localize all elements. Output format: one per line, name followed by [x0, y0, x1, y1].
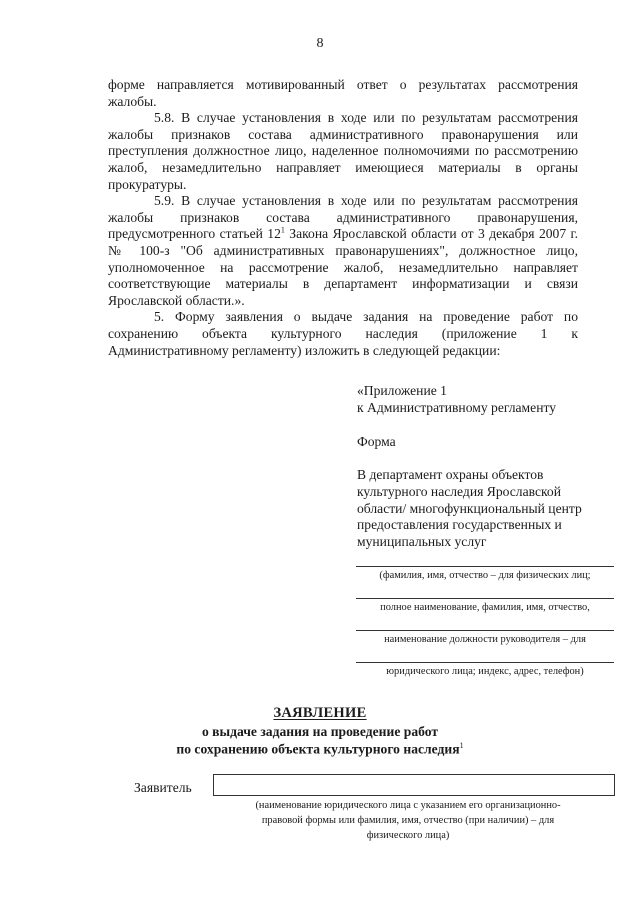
field-caption-1: (фамилия, имя, отчество – для физических лиц;	[379, 570, 591, 581]
applicant-field-line-1[interactable]	[356, 566, 614, 567]
addressee-line: предоставления государственных и	[357, 517, 562, 533]
appendix-title: «Приложение 1	[357, 383, 447, 398]
applicant-field-line-4[interactable]	[356, 662, 614, 663]
applicant-caption-line: физического лица)	[366, 830, 450, 841]
appendix-subtitle: к Административному регламенту	[357, 399, 557, 415]
paragraph-5-9-part2: Закона Ярославской области от 3 декабря 2007 г. № 100-з "Об административных правонарушениях", должностное лицо, уполномоченное на рассмотрение жалоб, незамедлительно направляет соответствующие материалы в департамент информатизации и связи Ярославской области.».	[108, 226, 578, 308]
addressee-line: культурного наследия Ярославской	[357, 483, 561, 499]
appendix-header	[357, 383, 597, 417]
paragraph-continuation: форме направляется мотивированный ответ о результатах рассмотрения жалобы.	[108, 77, 578, 109]
addressee-block	[357, 467, 597, 551]
footnote-superscript: 1	[459, 741, 464, 750]
field-caption-4: юридического лица; индекс, адрес, телефон)	[386, 666, 584, 677]
applicant-caption	[198, 798, 618, 843]
addressee-line: муниципальных услуг	[357, 534, 487, 550]
field-caption-3: наименование должности руководителя – для	[384, 634, 586, 645]
applicant-field-line-2[interactable]	[356, 598, 614, 599]
applicant-label: Заявитель	[134, 780, 192, 795]
statement-subtitle-2	[0, 741, 640, 758]
body-text-block	[108, 77, 578, 359]
applicant-field-line-3[interactable]	[356, 630, 614, 631]
statement-subtitle-2-text: по сохранению объекта культурного наследия	[176, 741, 460, 757]
applicant-caption-line: правовой формы или фамилия, имя, отчество (при наличии) – для	[261, 815, 555, 826]
addressee-line: В департамент охраны объектов	[357, 467, 544, 482]
footnote-superscript: 1	[280, 225, 285, 235]
statement-subtitle-1: о выдаче задания на проведение работ	[201, 724, 439, 739]
form-label: Форма	[357, 434, 396, 449]
paragraph-5-8: 5.8. В случае установления в ходе или по результатам рассмотрения жалобы признаков состава административного правонарушения или преступления должностное лицо, наделенное полномочиями по рассмотрению жалоб, незамедлительно направляет имеющиеся материалы в органы прокуратуры.	[108, 110, 578, 192]
applicant-caption-line: (наименование юридического лица с указанием его организационно-	[255, 800, 561, 811]
field-caption-2: полное наименование, фамилия, имя, отчество,	[380, 602, 590, 613]
statement-title: ЗАЯВЛЕНИЕ	[273, 705, 367, 721]
applicant-input[interactable]	[213, 774, 615, 796]
paragraph-5: 5. Форму заявления о выдаче задания на проведение работ по сохранению объекта культурного наследия (приложение 1 к Административному регламенту) изложить в следующей редакции:	[108, 309, 578, 358]
paragraph-5-9	[108, 193, 578, 309]
addressee-line: области/ многофункциональный центр	[357, 500, 582, 516]
paragraph-5-9-part1: 5.9. В случае установления в ходе или по результатам рассмотрения жалобы признаков состава административного правонарушения, предусмотренного статьей 12	[108, 193, 578, 242]
page-number: 8	[316, 36, 324, 51]
